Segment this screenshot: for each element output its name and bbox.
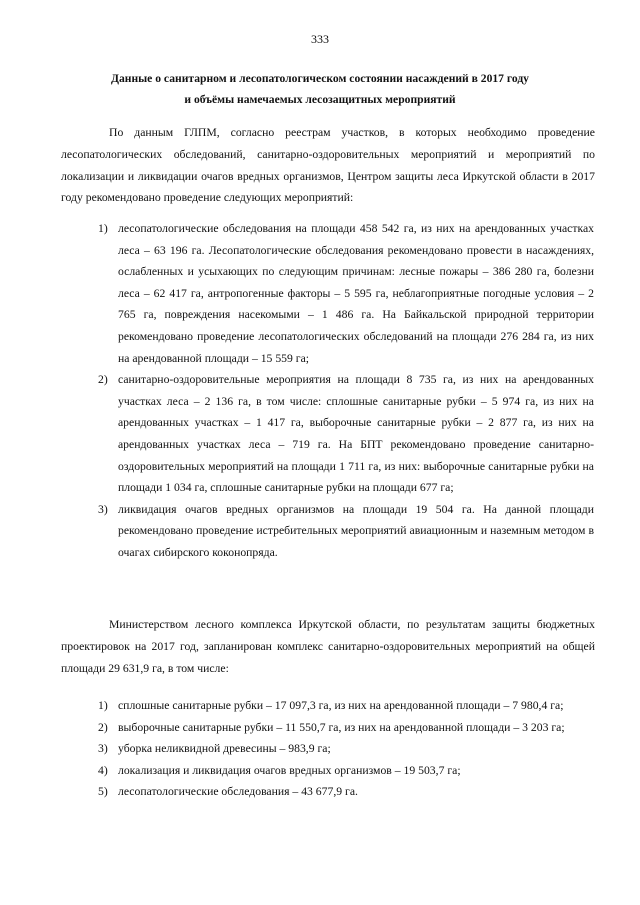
list-item-text: ликвидация очагов вредных организмов на площади 19 504 га. На данной площади рекомендовано проведение истребительных мероприятий авиационным и наземным методом в очагах сибирского коконопряда. <box>118 502 594 559</box>
list-item-number: 3) <box>98 742 108 756</box>
list-item-number: 5) <box>98 785 108 799</box>
list-item <box>98 781 594 803</box>
list-item-text: лесопатологические обследования на площади 458 542 га, из них на арендованных участках леса – 63 196 га. Лесопатологические обследования рекомендовано провести в насаждениях, ослабленных и усыхающих по следующим причинам: лесные пожары – 386 280 га, болезни леса – 62 417 га, антропогенные факторы – 5 595 га, неблагоприятные погодные условия – 2 765 га, повреждения насекомыми – 1 486 га. На Байкальской природной территории рекомендовано проведение лесопатологических обследований на площади 276 284 га, из них на арендованной площади – 15 559 га; <box>118 222 594 365</box>
list-item-number: 2) <box>98 373 108 387</box>
list-item-number: 4) <box>98 763 108 777</box>
list-item <box>98 369 594 499</box>
list-item-text: сплошные санитарные рубки – 17 097,3 га, из них на арендованной площади – 7 980,4 га; <box>118 699 564 712</box>
list-item-number: 3) <box>98 502 108 516</box>
list-item-number: 2) <box>98 720 108 734</box>
list-item <box>98 717 594 739</box>
intro-paragraph: По данным ГЛПМ, согласно реестрам участков, в которых необходимо проведение лесопатологических обследований, санитарно-оздоровительных мероприятий и мероприятий по локализации и ликвидации очагов вредных организмов, Центром защиты леса Иркутской области в 2017 году рекомендовано проведение следующих мероприятий: <box>61 126 595 205</box>
list-item-text: локализация и ликвидация очагов вредных организмов – 19 503,7 га; <box>118 763 461 777</box>
planned-measures-paragraph: Министерством лесного комплекса Иркутской области, по результатам защиты бюджетных проектировок на 2017 год, запланирован комплекс санитарно-оздоровительных мероприятий на общей площади 29 631,9 га, в том числе: <box>61 618 595 675</box>
list-item-text: лесопатологические обследования – 43 677,9 га. <box>118 785 358 799</box>
list-item-text: выборочные санитарные рубки – 11 550,7 га, из них на арендованной площади – 3 203 га; <box>118 720 565 734</box>
title-line-2: и объёмы намечаемых лесозащитных мероприятий <box>184 93 456 106</box>
list-item <box>98 695 594 717</box>
title-line-1: Данные о санитарном и лесопатологическом состоянии насаждений в 2017 году <box>111 72 529 85</box>
document-title <box>60 68 580 110</box>
list-item <box>98 499 594 564</box>
list-item-text: санитарно-оздоровительные мероприятия на площади 8 735 га, из них на арендованных участках леса – 2 136 га, в том числе: сплошные санитарные рубки – 5 974 га, из них на арендованных участках – 1 417 га, выборочные санитарные рубки – 2 877 га, из них на арендованных участках леса – 719 га. На БПТ рекомендовано проведение санитарно-оздоровительных мероприятий на площади 1 711 га, из них: выборочные санитарные рубки на площади 1 034 га, сплошные санитарные рубки на площади 677 га; <box>118 373 594 495</box>
list-item-text: уборка неликвидной древесины – 983,9 га; <box>118 742 331 756</box>
list-item <box>98 738 594 760</box>
list-item <box>98 218 594 369</box>
planned-measures-list <box>98 695 594 803</box>
list-item <box>98 760 594 782</box>
list-item-number: 1) <box>98 699 108 712</box>
recommended-measures-list <box>98 218 594 564</box>
page-number: 333 <box>311 32 329 46</box>
list-item-number: 1) <box>98 222 108 235</box>
